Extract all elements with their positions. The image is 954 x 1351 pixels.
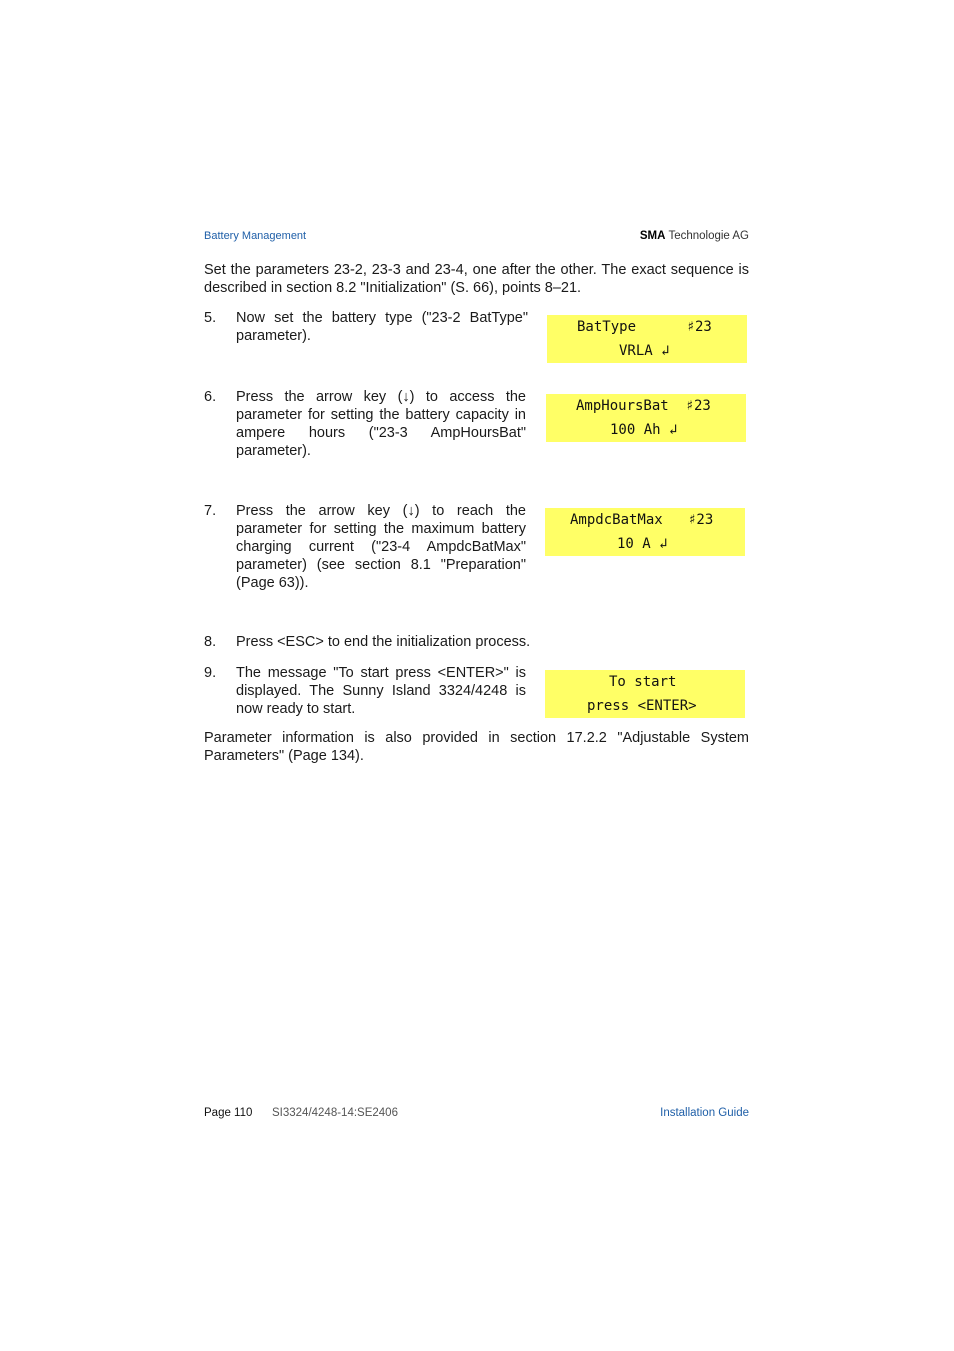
lcd-display-battype [547, 315, 747, 363]
lcd-line-2: 100 Ah ↲ [610, 422, 678, 438]
step-8 [204, 633, 749, 653]
step-text: Press the arrow key (↓) to access the parameter for setting the battery capacity in ampere hours ("23-3 AmpHoursBat" parameter). [236, 389, 526, 459]
lcd-line-2: VRLA ↲ [619, 343, 670, 359]
lcd-line-2: press <ENTER> [587, 698, 697, 714]
intro-paragraph: Set the parameters 23-2, 23-3 and 23-4, one after the other. The exact sequence is described in section 8.2 "Initialization" (S. 66), points 8–21. [204, 262, 749, 296]
step-7 [204, 502, 526, 596]
step-number: 8. [204, 634, 217, 650]
lcd-display-amphoursbat [546, 394, 746, 442]
lcd-display-ampdcbatmax [545, 508, 745, 556]
step-number: 6. [204, 389, 217, 405]
footer-guide-title: Installation Guide [660, 1107, 749, 1119]
step-text: Press the arrow key (↓) to reach the parameter for setting the maximum battery charging current ("23-4 AmpdcBatMax" parameter) (see section 8.1 "Preparation" (Page 63)). [236, 503, 526, 591]
step-text: Press <ESC> to end the initialization process. [236, 634, 531, 650]
step-6 [204, 388, 526, 464]
step-text: The message "To start press <ENTER>" is displayed. The Sunny Island 3324/4248 is now ready to start. [236, 665, 526, 717]
running-header-section: Battery Management [204, 230, 307, 242]
running-header-company [640, 230, 749, 242]
brand-name: SMA [639, 230, 666, 242]
footer-page-number: Page 110 [204, 1107, 253, 1119]
step-9 [204, 664, 526, 720]
lcd-line-2: 10 A ↲ [617, 536, 668, 552]
outro-paragraph: Parameter information is also provided in section 17.2.2 "Adjustable System Parameters" (Page 134). [204, 730, 749, 764]
company-name: Technologie AG [668, 230, 749, 242]
lcd-line-1: BatType ♯23 [577, 319, 712, 335]
lcd-line-1: To start [609, 674, 677, 690]
lcd-display-start-message [545, 670, 745, 718]
step-text: Now set the battery type ("23-2 BatType" parameter). [236, 310, 528, 344]
step-number: 7. [204, 503, 217, 519]
footer-document-code: SI3324/4248-14:SE2406 [272, 1107, 398, 1119]
lcd-line-1: AmpHoursBat ♯23 [576, 398, 711, 414]
step-number: 5. [204, 310, 217, 326]
lcd-line-1: AmpdcBatMax ♯23 [570, 512, 714, 528]
step-5 [204, 309, 528, 349]
step-number: 9. [204, 665, 217, 681]
